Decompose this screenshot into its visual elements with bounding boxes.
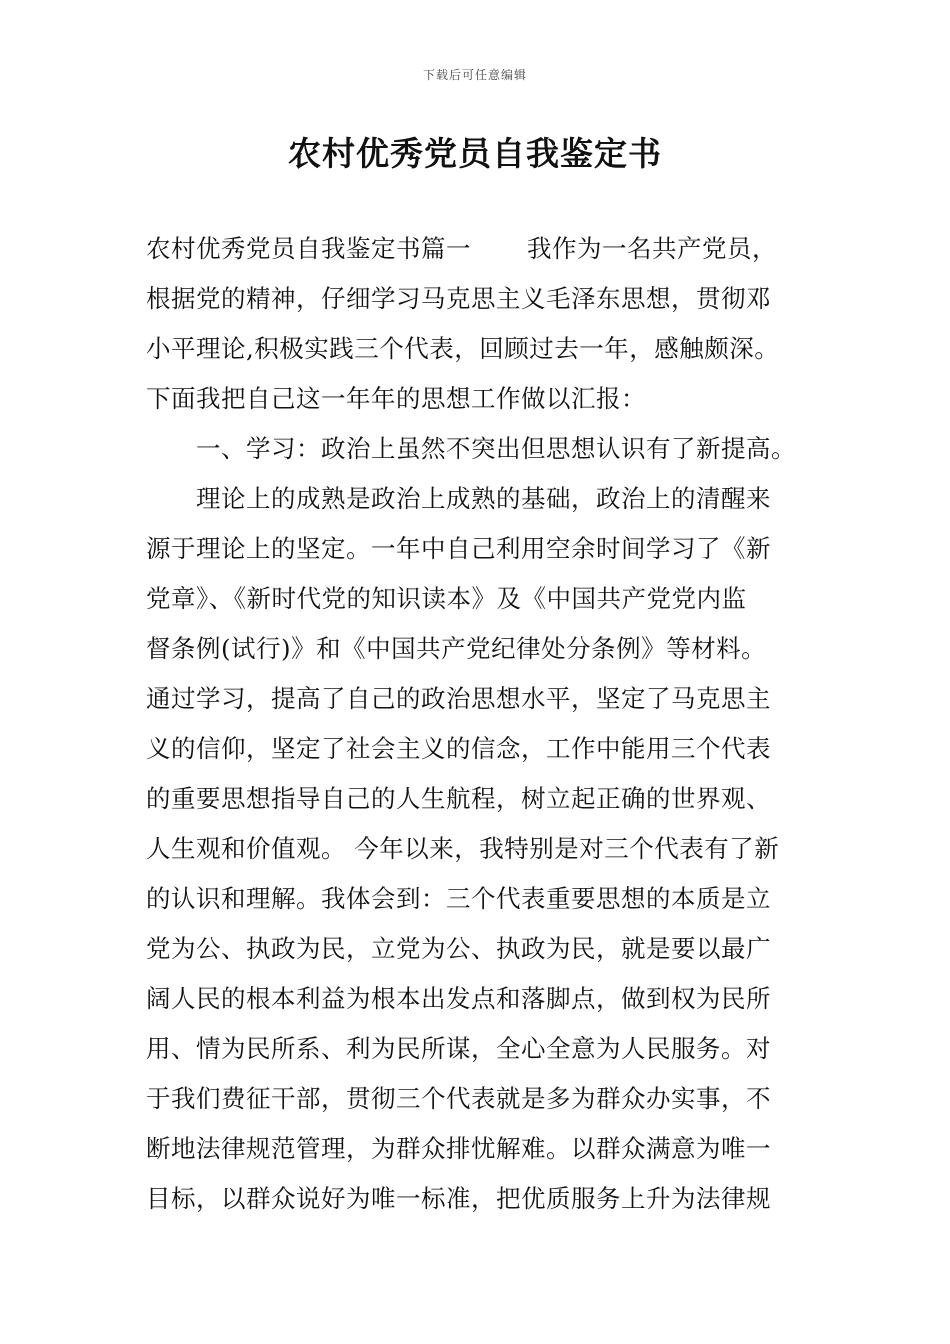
body-line: 下面我把自己这一年年的思想工作做以汇报： xyxy=(146,384,646,413)
header-note: 下载后可任意编辑 xyxy=(422,68,527,82)
body-line: 于我们费征干部，贯彻三个代表就是多为群众办实事，不 xyxy=(146,1084,771,1113)
body-line: 的重要思想指导自己的人生航程，树立起正确的世界观、 xyxy=(146,784,771,813)
intro-label: 农村优秀党员自我鉴定书篇一 xyxy=(146,234,471,263)
body-line: 根据党的精神，仔细学习马克思主义毛泽东思想，贯彻邓 xyxy=(146,284,771,313)
body-line xyxy=(146,224,808,274)
body-line: 人生观和价值观。 今年以来，我特别是对三个代表有了新 xyxy=(146,834,780,863)
body-line: 用、情为民所系、利为民所谋，全心全意为人民服务。对 xyxy=(146,1034,771,1063)
body-line: 党章》、《新时代党的知识读本》及《中国共产党党内监 xyxy=(146,584,747,613)
body-line-text: 我作为一名共产党员， xyxy=(527,234,777,263)
body-line: 党为公、执政为民，立党为公、执政为民，就是要以最广 xyxy=(146,934,771,963)
body-line: 义的信仰，坚定了社会主义的信念，工作中能用三个代表 xyxy=(146,734,771,763)
body-line: 理论上的成熟是政治上成熟的基础，政治上的清醒来 xyxy=(146,484,771,513)
body-line: 小平理论,积极实践三个代表，回顾过去一年，感触颇深。 xyxy=(146,334,780,363)
body-line: 的认识和理解。我体会到：三个代表重要思想的本质是立 xyxy=(146,884,771,913)
body-line: 目标，以群众说好为唯一标准，把优质服务上升为法律规 xyxy=(146,1184,771,1213)
body-line: 断地法律规范管理，为群众排忧解难。以群众满意为唯一 xyxy=(146,1134,771,1163)
body-line: 阔人民的根本利益为根本出发点和落脚点，做到权为民所 xyxy=(146,984,771,1013)
body-line: 督条例(试行)》和《中国共产党纪律处分条例》等材料。 xyxy=(146,634,767,663)
body-line: 通过学习，提高了自己的政治思想水平，坚定了马克思主 xyxy=(146,684,771,713)
document-body xyxy=(146,224,808,1224)
body-line: 源于理论上的坚定。一年中自己利用空余时间学习了《新 xyxy=(146,534,771,563)
body-line: 一、学习：政治上虽然不突出但思想认识有了新提高。 xyxy=(146,434,796,463)
document-title: 农村优秀党员自我鉴定书 xyxy=(288,134,662,173)
